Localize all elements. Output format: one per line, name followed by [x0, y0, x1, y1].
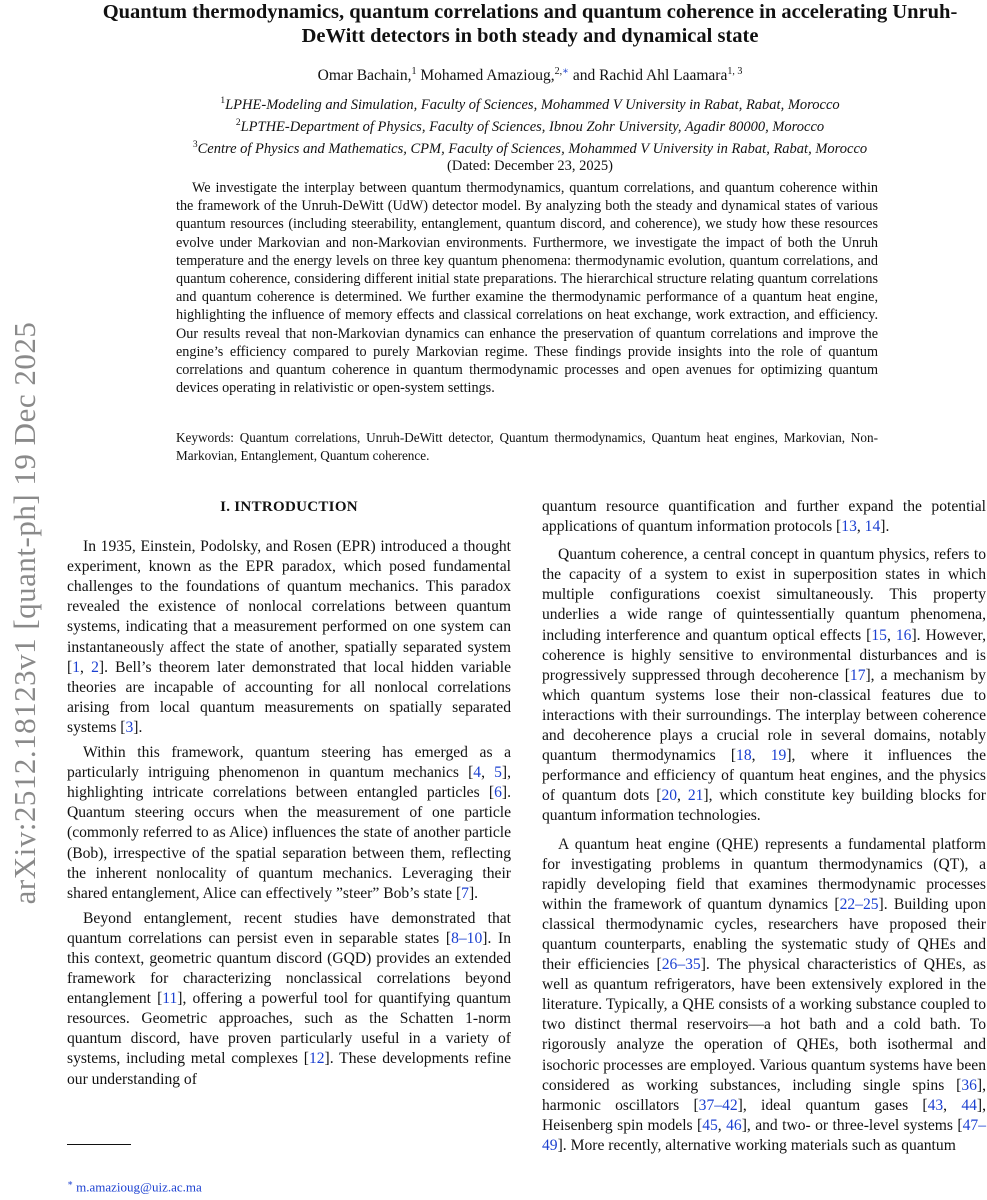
citation-link[interactable]: 37–42 — [698, 1096, 738, 1114]
paragraph-text: ]. Quantum steering occurs when the measurement of one particle (commonly referred to as Alice) influences the state of another particle (Bob), irrespective of the spatial separation between them, reflecting the inherent nonlocality of quantum mechanics. Leveraging their shared entanglement, Alice can effectively ”steer” Bob’s state [ — [67, 784, 511, 902]
paragraph-text: ]. Building upon classical thermodynamic cycles, researchers have proposed their quantum counterparts, enabling the systematic study of QHEs and their efficiencies [ — [542, 895, 986, 974]
footnote — [67, 1178, 202, 1195]
citation-link[interactable]: 18 — [736, 747, 752, 765]
corresponding-author-marker[interactable]: ∗ — [562, 66, 569, 77]
paragraph-text: , — [886, 626, 896, 644]
affiliation-line — [95, 136, 965, 158]
author-name: Mohamed Amazioug, — [420, 67, 555, 85]
citation-link[interactable]: 17 — [849, 666, 866, 684]
right-column — [542, 497, 986, 1156]
arxiv-identifier-stamp — [0, 265, 50, 960]
paragraph-text: ], ideal quantum gases [ — [737, 1096, 928, 1114]
citation-link[interactable]: 7 — [461, 884, 469, 902]
affiliation-text: LPHE-Modeling and Simulation, Faculty of Sciences, Mohammed V University in Rabat, Rabat, Morocco — [225, 96, 840, 113]
citation-link[interactable]: 11 — [162, 990, 178, 1008]
affiliation-text: Centre of Physics and Mathematics, CPM, Faculty of Sciences, Mohammed V University in Rabat, Rabat, Morocco — [197, 140, 868, 157]
paragraph-text: , — [943, 1096, 962, 1114]
paragraph-text: ]. In this context, geometric quantum discord (GQD) provides an extended framework for characterizing nonclassical correlations beyond entanglement [ — [67, 929, 511, 1008]
citation-link[interactable]: 3 — [125, 718, 134, 736]
paragraph-text: , — [856, 518, 865, 536]
paragraph-text: ], harmonic oscillators [ — [542, 1076, 986, 1114]
citation-link[interactable]: 12 — [308, 1050, 325, 1068]
body-paragraph — [542, 497, 986, 537]
body-paragraph — [542, 545, 986, 826]
section-heading: I. INTRODUCTION — [220, 499, 358, 515]
affiliation-line — [95, 114, 965, 136]
footnote-rule — [67, 1144, 131, 1145]
paragraph-text: ], offering a powerful tool for quantifying quantum resources. Geometric approaches, such as the Schatten 1-norm quantum discord, have proven particularly useful in a variety of systems, including metal complexes [ — [67, 990, 511, 1068]
author-name: and Rachid Ahl Laamara — [572, 67, 728, 85]
citation-link[interactable]: 21 — [687, 787, 704, 805]
citation-link[interactable]: 13 — [841, 518, 857, 536]
affiliation-text: LPTHE-Department of Physics, Faculty of Sciences, Ibnou Zohr University, Agadir 80000, Morocco — [240, 118, 825, 135]
paragraph-text: Within this framework, quantum steering has emerged as a particularly intriguing phenomenon in quantum mechanics [ — [67, 744, 511, 782]
paragraph-text: ], Heisenberg spin models [ — [542, 1096, 987, 1134]
left-column — [67, 497, 511, 1090]
paragraph-text: ]. However, coherence is highly sensitive to environmental disturbances and is progressively suppressed through decoherence [ — [542, 626, 986, 684]
author-affiliation-marker: 2, — [554, 66, 563, 77]
paragraph-text: Quantum coherence, a central concept in quantum physics, refers to the capacity of a system to exist in superposition states in which multiple configurations coexist simultaneously. This property underlies a wide range of quintessentially quantum phenomena, including interference and quantum optical effects [ — [542, 546, 986, 644]
paragraph-text: , — [751, 747, 771, 765]
citation-link[interactable]: 4 — [473, 764, 482, 782]
author-name: Omar Bachain, — [317, 67, 412, 85]
paragraph-text: ]. More recently, alternative working materials such as quantum — [557, 1136, 956, 1154]
paragraph-text: , — [677, 787, 688, 805]
paragraph-text: A quantum heat engine (QHE) represents a fundamental platform for investigating problems in quantum thermodynamics (QT), a rapidly developing field that examines thermodynamic processes within the framework of quantum dynamics [ — [542, 835, 986, 913]
arxiv-id-text: arXiv:2512.18123v1 [quant-ph] 19 Dec 2025 — [7, 321, 42, 904]
citation-link[interactable]: 19 — [770, 747, 787, 765]
citation-link[interactable]: 43 — [927, 1096, 944, 1114]
citation-link[interactable]: 2 — [91, 658, 99, 676]
affiliation-list — [95, 92, 965, 175]
body-paragraph — [542, 835, 986, 1157]
author-affiliation-marker: 1 — [411, 66, 417, 77]
paragraph-text: ]. — [133, 718, 143, 736]
citation-link[interactable]: 47–49 — [542, 1116, 986, 1154]
affiliation-number: 3 — [192, 139, 198, 150]
keywords: Keywords: Quantum correlations, Unruh-DeWitt detector, Quantum thermodynamics, Quantum heat engines, Markovian, Non-Markovian, Entanglement, Quantum coherence. — [176, 430, 878, 463]
email-link[interactable]: m.amazioug@uiz.ac.ma — [76, 1179, 202, 1195]
paragraph-text: , — [717, 1116, 727, 1134]
citation-link[interactable]: 45 — [702, 1116, 718, 1134]
affiliation-line — [95, 92, 965, 114]
paragraph-text: ]. The physical characteristics of QHEs, as well as quantum refrigerators, have been extensively explored in the literature. Typically, a QHE consists of a working substance coupled to two distinct thermal reservoirs—a hot bath and a cold bath. To rigorously analyze the operation of QHEs, both isothermal and isochoric processes are employed. Various quantum systems have been considered as working substances, including single spins [ — [542, 956, 986, 1094]
citation-link[interactable]: 6 — [494, 784, 502, 802]
citation-link[interactable]: 26–35 — [661, 956, 701, 974]
paragraph-text: ], and two- or three-level systems [ — [741, 1116, 963, 1134]
citation-link[interactable]: 46 — [726, 1116, 742, 1134]
footnote-mark: ∗ — [67, 1178, 74, 1188]
citation-link[interactable]: 14 — [864, 518, 881, 536]
citation-link[interactable]: 44 — [961, 1096, 977, 1114]
body-paragraph — [67, 537, 511, 738]
body-paragraph — [67, 743, 511, 904]
citation-link[interactable]: 1 — [72, 658, 80, 676]
paragraph-text: ], a mechanism by which quantum systems lose their non-classical features due to interactions with their surroundings. The interplay between coherence and decoherence plays a crucial role in several domains, notably quantum thermodynamics [ — [542, 666, 986, 765]
paragraph-text: ]. Bell’s theorem later demonstrated that local hidden variable theories are incapable of accounting for all nonlocal correlations arising from local quantum measurements on spatially separated systems [ — [67, 658, 512, 736]
citation-link[interactable]: 20 — [661, 787, 678, 805]
author-affiliation-marker: 1, 3 — [727, 66, 743, 77]
affiliation-number: 2 — [235, 117, 241, 128]
paragraph-text: In 1935, Einstein, Podolsky, and Rosen (EPR) introduced a thought experiment, known as the EPR paradox, which posed fundamental challenges to the foundations of quantum mechanics. This paradox revealed the existence of nonlocal correlations between quantum systems, indicating that a measurement performed on one system can instantaneously affect the state of another, spatially separated system [ — [67, 538, 511, 676]
paragraph-text: ], highlighting intricate correlations between entangled particles [ — [67, 764, 511, 802]
paragraph-text: quantum resource quantification and further expand the potential applications of quantum information protocols [ — [542, 498, 986, 536]
paragraph-text: ]. — [468, 884, 479, 902]
abstract: We investigate the interplay between quantum thermodynamics, quantum correlations, and quantum coherence within the framework of the Unruh-DeWitt (UdW) detector model. By analyzing both the steady and dynamical states of various quantum resources (including steerability, entanglement, quantum discord, and coherence), we study how these resources evolve under Markovian and non-Markovian environments. Furthermore, we investigate the impact of both the Unruh temperature and the energy levels on three key quantum phenomena: thermodynamic evolution, quantum correlations, and quantum coherence, considering different initial state preparations. The hierarchical structure relating quantum correlations and quantum coherence is determined. We further examine the thermodynamic performance of a quantum heat engine, highlighting the influence of memory effects and classical correlations on heat exchange, work extraction, and efficiency. Our results reveal that non-Markovian dynamics can enhance the preservation of quantum correlations and improve the engine’s efficiency compared to purely Markovian regime. These findings provide insights into the role of quantum correlations and quantum coherence in quantum thermodynamic processes and open avenues for optimizing quantum devices operating in relativistic or open-system settings. — [176, 180, 878, 397]
citation-link[interactable]: 5 — [494, 764, 502, 782]
dated-line: (Dated: December 23, 2025) — [447, 158, 613, 175]
affiliation-number: 1 — [220, 96, 226, 106]
paragraph-text: ]. — [880, 518, 890, 536]
paper-title: Quantum thermodynamics, quantum correlations and quantum coherence in accelerating Unruh-DeWitt detectors in both steady and dynamical state — [102, 1, 958, 47]
author-list — [95, 66, 965, 85]
citation-link[interactable]: 8–10 — [451, 929, 483, 947]
citation-link[interactable]: 16 — [895, 626, 912, 644]
citation-link[interactable]: 22–25 — [839, 895, 879, 913]
body-paragraph — [67, 909, 511, 1090]
paragraph-text: ]. These developments refine our understanding of — [67, 1050, 511, 1088]
paragraph-text: , — [481, 764, 495, 782]
paragraph-text: ], where it influences the performance and efficiency of quantum heat engines, and the physics of quantum dots [ — [542, 747, 986, 805]
citation-link[interactable]: 36 — [961, 1076, 977, 1094]
paragraph-text: , — [80, 658, 92, 676]
paragraph-text: Beyond entanglement, recent studies have demonstrated that quantum correlations can persist even in separable states [ — [67, 909, 511, 947]
citation-link[interactable]: 15 — [871, 626, 887, 644]
paragraph-text: ], which constitute key building blocks for quantum information technologies. — [542, 787, 986, 825]
